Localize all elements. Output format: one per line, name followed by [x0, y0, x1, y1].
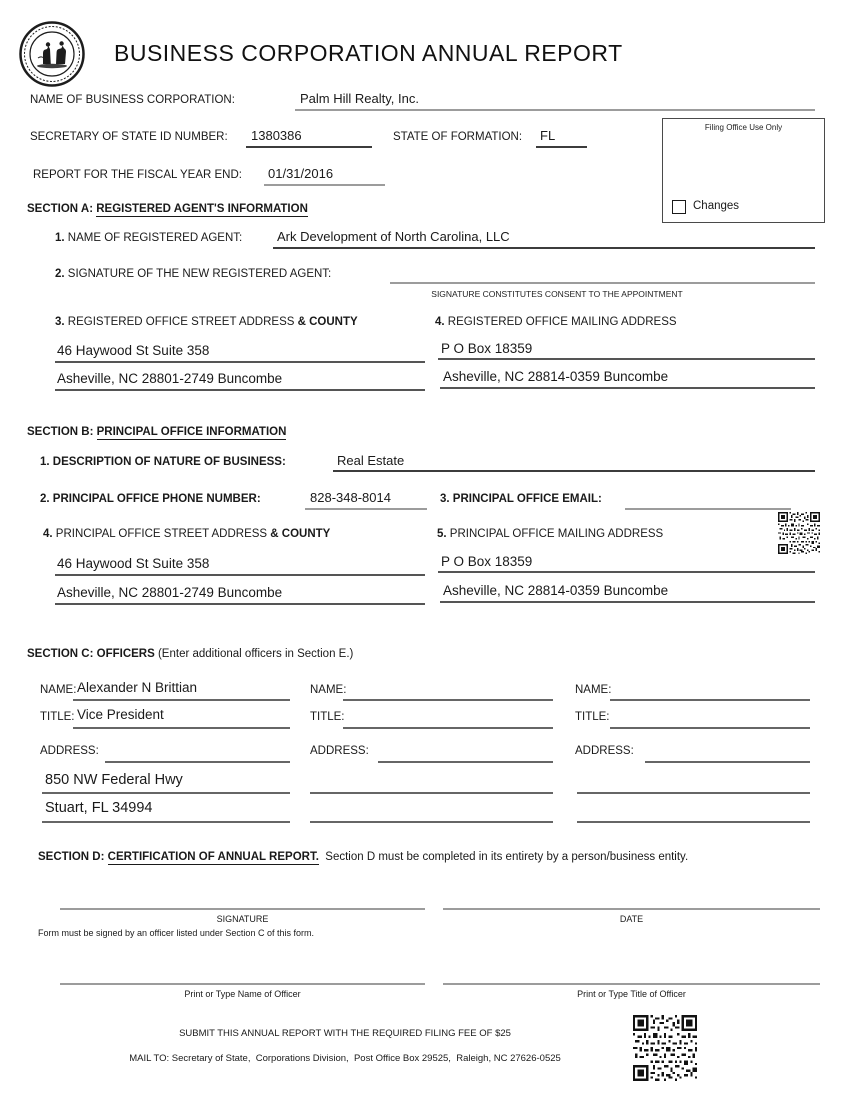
officer3-name-underline[interactable] — [610, 699, 810, 701]
officer2-name-label: NAME: — [310, 684, 347, 696]
officer2-address-label: ADDRESS: — [310, 745, 369, 757]
changes-checkbox-label: Changes — [693, 200, 740, 213]
formation-label: STATE OF FORMATION: — [393, 131, 523, 143]
principal-street-line2[interactable]: Asheville, NC 28801-2749 Buncombe — [57, 585, 283, 600]
principal-mailing-line2[interactable]: Asheville, NC 28814-0359 Buncombe — [443, 583, 669, 598]
email-label: 3. PRINCIPAL OFFICE EMAIL: — [440, 493, 602, 505]
changes-checkbox[interactable] — [672, 200, 686, 214]
qr-code-icon — [778, 512, 820, 554]
principal-mailing-line2-underline — [440, 601, 815, 603]
date-label: DATE — [619, 914, 644, 924]
phone-value[interactable]: 828-348-8014 — [310, 490, 391, 505]
officer2-address2-line[interactable] — [310, 821, 553, 823]
sos-id-label: SECRETARY OF STATE ID NUMBER: — [30, 131, 228, 143]
section-a-heading: SECTION A: REGISTERED AGENT'S INFORMATION — [27, 203, 308, 215]
section-d-heading: SECTION D: CERTIFICATION OF ANNUAL REPORT. Section D must be completed in its entirety by a person/business entity. — [38, 851, 689, 863]
print-title-label: Print or Type Title of Officer — [577, 989, 686, 999]
officer1-name-label: NAME: — [40, 684, 77, 696]
officer3-address2-line[interactable] — [577, 821, 810, 823]
principal-mailing-line1-underline — [438, 571, 815, 573]
officer3-title-underline[interactable] — [610, 727, 810, 729]
agent-name-underline — [273, 247, 815, 249]
filing-office-title: Filing Office Use Only — [704, 123, 783, 132]
fiscal-year-label: REPORT FOR THE FISCAL YEAR END: — [33, 169, 242, 181]
principal-mailing-line1[interactable]: P O Box 18359 — [441, 554, 533, 569]
nature-of-business-label: 1. DESCRIPTION OF NATURE OF BUSINESS: — [40, 456, 286, 468]
registered-mailing-line1[interactable]: P O Box 18359 — [441, 341, 533, 356]
officer1-address1-underline — [42, 792, 290, 794]
signature-line[interactable] — [60, 908, 425, 910]
agent-name-label: 1. NAME OF REGISTERED AGENT: — [55, 232, 243, 244]
officer1-name-underline — [73, 699, 290, 701]
officer2-title-underline[interactable] — [343, 727, 553, 729]
mail-to-instruction: MAIL TO: Secretary of State, Corporations Division, Post Office Box 29525, Raleigh, NC 27626-0525 — [129, 1053, 561, 1064]
officer1-address2-underline — [42, 821, 290, 823]
submit-instruction: SUBMIT THIS ANNUAL REPORT WITH THE REQUIRED FILING FEE OF $25 — [179, 1028, 511, 1039]
fiscal-year-value[interactable]: 01/31/2016 — [268, 166, 334, 181]
principal-street-line1-underline — [55, 574, 425, 576]
officer1-address-label: ADDRESS: — [40, 745, 99, 757]
business-name-label: NAME OF BUSINESS CORPORATION: — [30, 94, 235, 106]
registered-mailing-label: 4. REGISTERED OFFICE MAILING ADDRESS — [435, 316, 677, 328]
officer1-address1-value[interactable]: 850 NW Federal Hwy — [45, 772, 183, 788]
print-name-line[interactable] — [60, 983, 425, 985]
registered-street-line2-underline — [55, 389, 425, 391]
officer1-title-value[interactable]: Vice President — [77, 707, 164, 722]
officer2-address1-line[interactable] — [310, 792, 553, 794]
registered-mailing-line2-underline — [440, 387, 815, 389]
agent-signature-label: 2. SIGNATURE OF THE NEW REGISTERED AGENT: — [55, 268, 332, 280]
officer3-address-line[interactable] — [645, 761, 810, 763]
registered-street-line2[interactable]: Asheville, NC 28801-2749 Buncombe — [57, 371, 283, 386]
signature-label: SIGNATURE — [216, 914, 269, 924]
officer1-name-value[interactable]: Alexander N Brittian — [77, 680, 198, 695]
phone-label: 2. PRINCIPAL OFFICE PHONE NUMBER: — [40, 493, 261, 505]
agent-name-value[interactable]: Ark Development of North Carolina, LLC — [277, 229, 510, 244]
agent-signature-line[interactable] — [390, 282, 815, 284]
email-underline — [625, 508, 791, 510]
officer2-address-line[interactable] — [378, 761, 553, 763]
section-b-heading: SECTION B: PRINCIPAL OFFICE INFORMATION — [27, 426, 287, 438]
print-title-line[interactable] — [443, 983, 820, 985]
nature-of-business-underline — [333, 470, 815, 472]
business-name-underline — [295, 109, 815, 111]
sos-id-value[interactable]: 1380386 — [251, 128, 302, 143]
officer1-address2-value[interactable]: Stuart, FL 34994 — [45, 800, 153, 816]
filing-office-box — [662, 118, 825, 223]
officer1-title-label: TITLE: — [40, 711, 75, 723]
sos-id-underline — [246, 146, 372, 148]
officer-sign-note: Form must be signed by an officer listed under Section C of this form. — [38, 928, 314, 938]
officer1-title-underline — [73, 727, 290, 729]
print-name-label: Print or Type Name of Officer — [184, 989, 301, 999]
qr-code-icon — [633, 1015, 697, 1081]
registered-street-line1-underline — [55, 361, 425, 363]
business-name-value[interactable]: Palm Hill Realty, Inc. — [300, 91, 419, 106]
agent-signature-note: SIGNATURE CONSTITUTES CONSENT TO THE APPOINTMENT — [431, 289, 683, 299]
date-line[interactable] — [443, 908, 820, 910]
registered-mailing-line1-underline — [438, 358, 815, 360]
officer3-title-label: TITLE: — [575, 711, 610, 723]
principal-street-line2-underline — [55, 603, 425, 605]
officer3-address1-line[interactable] — [577, 792, 810, 794]
principal-street-line1[interactable]: 46 Haywood St Suite 358 — [57, 556, 210, 571]
registered-street-label: 3. REGISTERED OFFICE STREET ADDRESS & COUNTY — [55, 316, 358, 328]
officer1-address-line[interactable] — [105, 761, 290, 763]
officer3-name-label: NAME: — [575, 684, 612, 696]
formation-value[interactable]: FL — [540, 128, 556, 143]
officer2-name-underline[interactable] — [343, 699, 553, 701]
principal-street-label: 4. PRINCIPAL OFFICE STREET ADDRESS & COUNTY — [43, 528, 331, 540]
principal-mailing-label: 5. PRINCIPAL OFFICE MAILING ADDRESS — [437, 528, 664, 540]
formation-underline — [536, 146, 587, 148]
registered-street-line1[interactable]: 46 Haywood St Suite 358 — [57, 343, 210, 358]
registered-mailing-line2[interactable]: Asheville, NC 28814-0359 Buncombe — [443, 369, 669, 384]
officer3-address-label: ADDRESS: — [575, 745, 634, 757]
fiscal-year-underline — [264, 184, 385, 186]
officer2-title-label: TITLE: — [310, 711, 345, 723]
section-c-heading: SECTION C: OFFICERS (Enter additional officers in Section E.) — [27, 648, 354, 660]
nature-of-business-value[interactable]: Real Estate — [337, 453, 405, 468]
nc-state-seal-icon — [18, 20, 86, 88]
phone-underline — [305, 508, 427, 510]
page-title: BUSINESS CORPORATION ANNUAL REPORT — [114, 40, 623, 66]
